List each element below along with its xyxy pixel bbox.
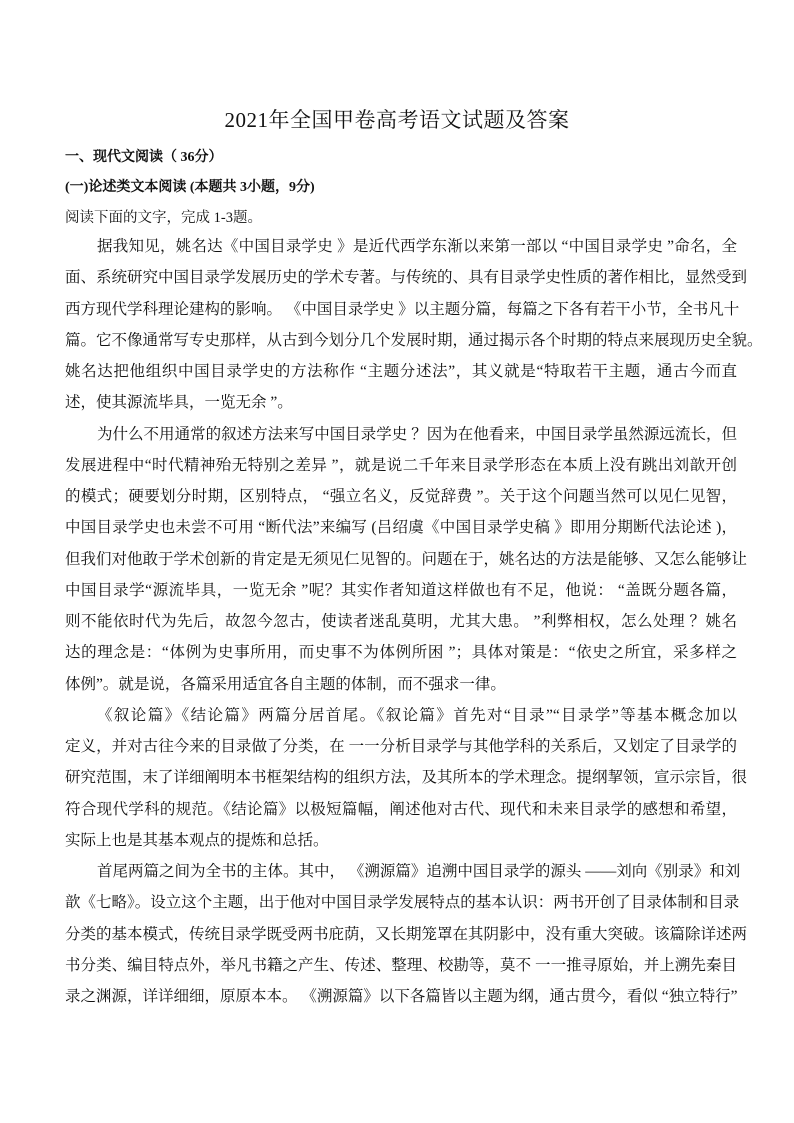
- paragraph-line: 为什么不用通常的叙述方法来写中国目录学史 ？因为在他看来，中国目录学虽然源远流长，但: [97, 425, 737, 443]
- paragraph-line: 姚名达把他组织中国目录学史的方法称作 “主题分述法”，其义就是“特取若干主题，通古今而直: [65, 363, 737, 380]
- paragraph-line: 分类的基本模式，传统目录学既受两书庇荫，又长期笼罩在其阴影中，没有重大突破。该篇除详述两: [65, 925, 748, 943]
- document-title: 2021年全国甲卷高考语文试题及答案: [224, 108, 570, 132]
- paragraph-line: 篇。它不像通常写专史那样，从古到今划分几个发展时期，通过揭示各个时期的特点来展现历史全貌。: [65, 331, 763, 349]
- paragraph: [65, 705, 748, 861]
- paragraph-line: 中国目录学“源流毕具，一览无余 ”呢？其实作者知道这样做也有不足，他说： “盖既分题各篇，: [65, 581, 737, 599]
- paragraph-line: 述，使其源流毕具，一览无余 ”。: [65, 394, 293, 412]
- paragraph-line: 达的理念是：“体例为史事所用，而史事不为体例所困 ”；具体对策是：“依史之所宜，采多样之: [65, 644, 737, 662]
- paragraph-line: 符合现代学科的规范。《结论篇》以极短篇幅，阐述他对古代、现代和未来目录学的感想和希望，: [65, 800, 737, 818]
- paragraph-line: 面、系统研究中国目录学发展历史的学术专著。与传统的、具有目录学史性质的著作相比，显然受到: [65, 269, 748, 287]
- paragraph-line: 发展进程中“时代精神殆无特别之差异 ”，就是说二千年来目录学形态在本质上没有跳出刘歆开创: [65, 456, 737, 474]
- paragraph-line: 录之渊源，详详细细，原原本本。 《溯源篇》以下各篇皆以主题为纲，通古贯今，看似 “独立特行”: [65, 988, 738, 1005]
- paragraph-line: 定义，并对古往今来的目录做了分类，在 一一分析目录学与其他学科的关系后，又划定了目录学的: [65, 738, 737, 755]
- paragraph-line: 研究范围，末了详细阐明本书框架结构的组织方法，及其所本的学术理念。提纲挈领，宣示宗旨，很: [65, 769, 748, 787]
- paragraph-line: 西方现代学科理论建构的影响。 《中国目录学史 》以主题分篇，每篇之下各有若干小节，全书凡十: [65, 300, 740, 318]
- instruction-text: 阅读下面的文字，完成 1-3题。: [65, 210, 262, 226]
- paragraph-line: 首尾两篇之间为全书的主体。其中， 《溯源篇》追溯中国目录学的源头 ——刘向《别录》和刘: [97, 863, 741, 880]
- paragraph-line: 书分类、编目特点外，举凡书籍之产生、传述、整理、校勘等，莫不 一一推寻原始，并上溯先秦目: [65, 956, 737, 974]
- paragraph-line: 则不能依时代为先后，故忽今忽古，使读者迷乱莫明，尤其大患。 ”利弊相权，怎么处理 ？姚名: [65, 613, 737, 630]
- paragraph-line: 中国目录学史也未尝不可用 “断代法”来编写 (吕绍虞《中国目录学史稿 》即用分期断代法论述 )，: [65, 519, 737, 537]
- paragraph-line: 的模式；硬要划分时期，区别特点， “强立名义，反觉辞费 ”。关于这个问题当然可以见仁见智，: [65, 488, 737, 505]
- subsection-heading: (一)论述类文本阅读 (本题共 3小题，9分): [65, 180, 315, 195]
- paragraph-line: 《叙论篇》《结论篇》两篇分居首尾。《叙论篇》首先对“目录”“目录学”等基本概念加以: [97, 706, 737, 724]
- paragraph-line: 歆《七略》。设立这个主题，出于他对中国目录学发展特点的基本认识：两书开创了目录体制和目录: [65, 894, 740, 912]
- paragraph: [65, 424, 748, 705]
- section-heading: 一、现代文阅读（ 36分）: [65, 150, 223, 165]
- paragraph-line: 但我们对他敢于学术创新的肯定是无须见仁见智的。问题在于，姚名达的方法是能够、又怎么能够让: [65, 550, 748, 568]
- paragraph-line: 实际上也是其基本观点的提炼和总括。: [65, 831, 329, 849]
- article-body: [65, 236, 763, 1017]
- paragraph-line: 据我知见，姚名达《中国目录学史 》是近代西学东渐以来第一部以 “中国目录学史 ”命名，全: [97, 238, 737, 255]
- paragraph-line: 体例”。就是说，各篇采用适宜各自主题的体制，而不强求一律。: [65, 675, 506, 693]
- paragraph: [65, 861, 748, 1017]
- paragraph: [65, 236, 763, 424]
